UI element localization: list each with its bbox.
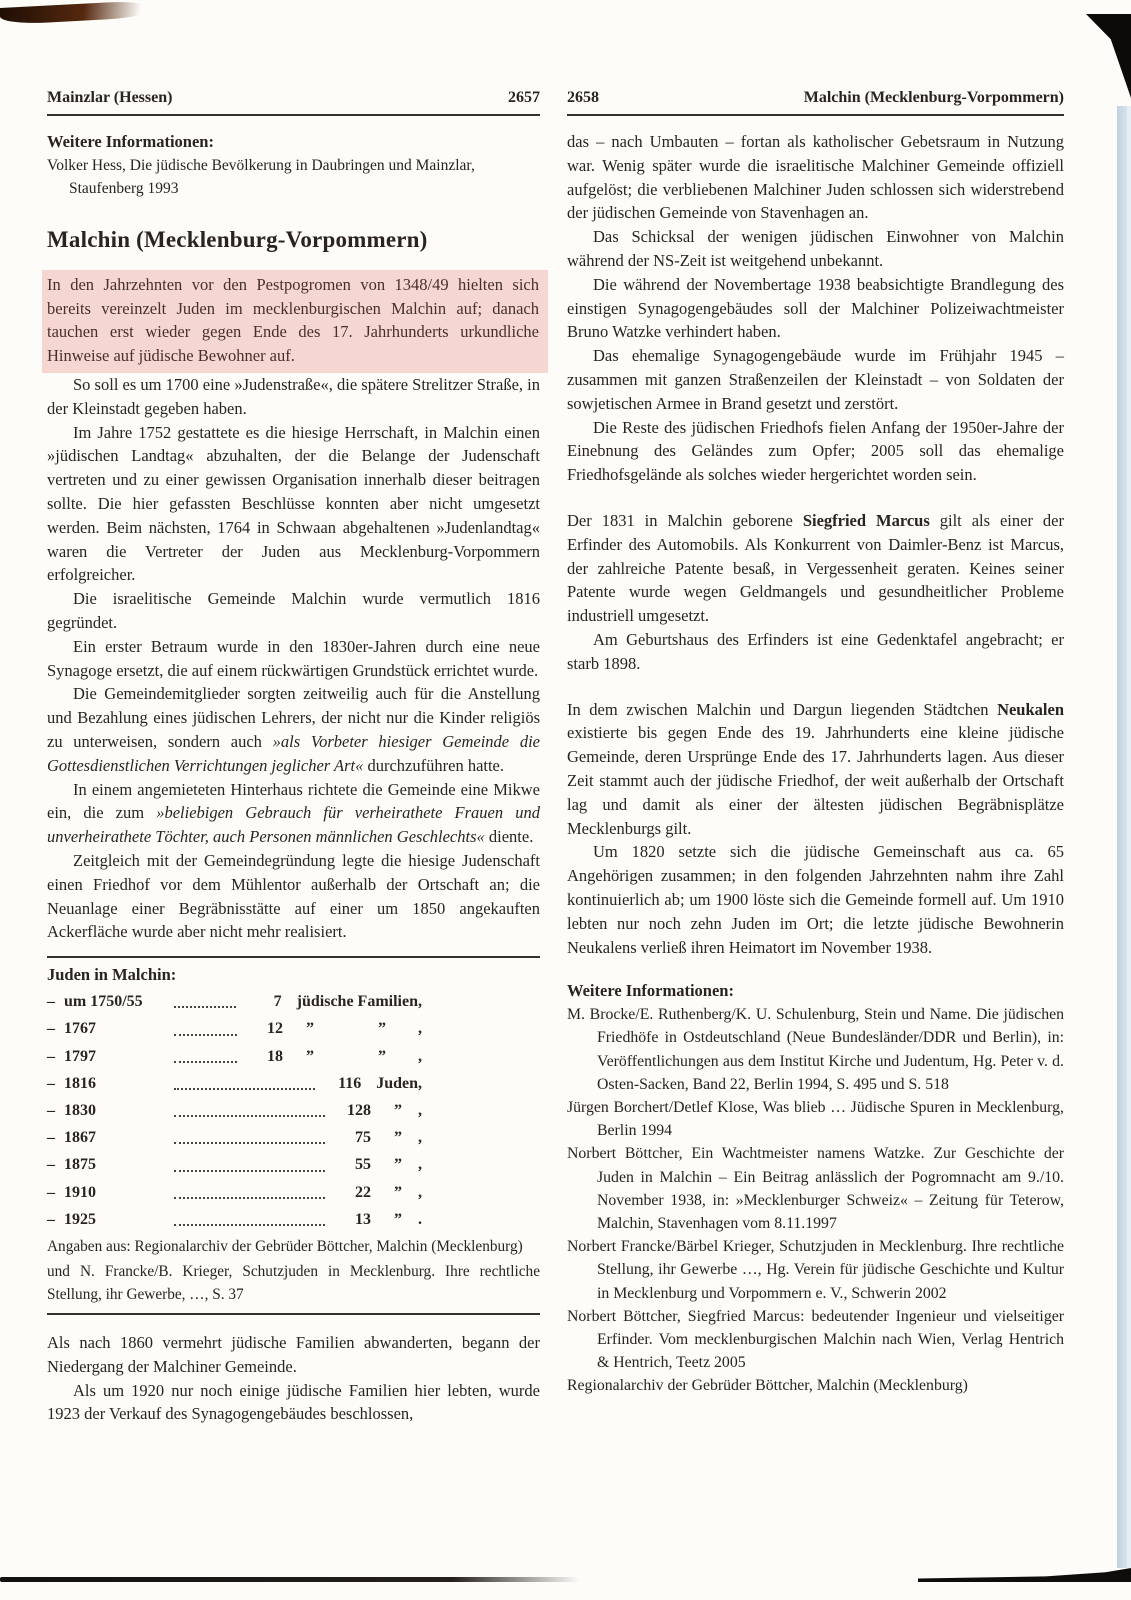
row-bullet: – — [47, 1020, 55, 1038]
bibliography-entry: Jürgen Borchert/Detlef Klose, Was blieb … Jüdische Spuren in Mecklenburg, Berlin 1994 — [567, 1098, 1064, 1140]
highlighted-passage: In den Jahrzehnten vor den Pestpogromen von 1348/49 hielten sich bereits vereinzelt Juden im mecklenburgischen Malchin auf; danach tauchen erst wieder gegen Ende des 17. Jahrhunderts urkundliche Hinweise auf jüdische Bewohner auf. — [42, 270, 548, 373]
running-head-title: Mainzlar (Hessen) — [47, 89, 173, 106]
dot-leader — [174, 1034, 237, 1036]
table-row — [47, 1043, 422, 1070]
row-value: 12 — [267, 1020, 283, 1038]
pen-mark-top-left — [0, 0, 152, 25]
book-edge-strip — [1117, 106, 1127, 1568]
row-year: 1816 — [64, 1074, 96, 1092]
row-unit: Juden, — [376, 1074, 422, 1092]
row-unit: ” , — [386, 1129, 422, 1147]
row-bullet: – — [47, 1101, 55, 1119]
paragraph: Ein erster Betraum wurde in den 1830er-Jahren durch eine neue Synagoge ersetzt, die auf einem rückwärtigen Grundstück errichtet wurde. — [47, 636, 540, 680]
bibliography — [567, 1003, 1064, 1397]
row-value: 22 — [355, 1183, 371, 1201]
left-column — [47, 130, 540, 1426]
row-unit: ” , — [386, 1183, 422, 1201]
paragraph: das – nach Umbauten – fortan als katholischer Gebetsraum in Nutzung war. Wenig später wurde die israelitische Malchiner Gemeinde offiziell aufgelöst; die verbliebenen Malchiner Juden schlossen sich widerstrebend der jüdischen Gemeinde von Stavenhagen an. — [567, 132, 1064, 223]
header-rule-right — [567, 114, 1064, 116]
row-value: 13 — [355, 1210, 371, 1228]
row-year: 1830 — [64, 1101, 96, 1119]
row-year: 1797 — [64, 1047, 96, 1065]
paragraph: Als nach 1860 vermehrt jüdische Familien abwanderten, begann der Niedergang der Malchiner Gemeinde. — [47, 1332, 540, 1376]
dot-leader — [174, 1088, 315, 1090]
bibliography-entry: Norbert Böttcher, Ein Wachtmeister namens Watzke. Zur Geschichte der Juden in Malchin – Ein Beitrag anlässlich der Pogromnacht am 9./10. November 1938, in: »Mecklenburger Schweiz« – Zeitung für Teterow, Malchin, Stavenhagen vom 8.11.1997 — [567, 1145, 1064, 1232]
reference-entry: Volker Hess, Die jüdische Bevölkerung in Daubringen und Mainzlar, Staufenberg 1993 — [47, 156, 475, 197]
row-value: 55 — [355, 1156, 371, 1174]
table-sources — [47, 1235, 540, 1306]
paragraph: Die während der Novembertage 1938 beabsichtigte Brandlegung des einstigen Synagogengebäudes soll der Malchiner Polizeiwachtmeister Bruno Watzke verhindert haben. — [567, 274, 1064, 342]
row-bullet: – — [47, 993, 55, 1011]
bibliography-entry: Norbert Francke/Bärbel Krieger, Schutzjuden in Mecklenburg. Ihre rechtliche Stellung, ihr Gewerbe …, Hg. Verein für jüdische Geschichte und Kultur in Mecklenburg und Vorpommern e. V., Schwerin 2002 — [567, 1238, 1064, 1302]
paragraph: Der 1831 in Malchin geborene Siegfried Marcus gilt als einer der Erfinder des Automobils. Als Konkurrent von Daimler-Benz ist Marcus, der zahlreiche Patente besaß, in Vergessenheit geraten. Keines seiner Patente wurde wegen Geldmangels und gesundheitlicher Probleme industriell umgesetzt. — [567, 510, 1064, 626]
row-unit: jüdische Familien, — [296, 993, 422, 1011]
bibliography-entry: Regionalarchiv der Gebrüder Böttcher, Malchin (Mecklenburg) — [567, 1377, 968, 1395]
row-year: 1767 — [64, 1020, 96, 1038]
dot-leader — [174, 1142, 325, 1144]
paragraph: So soll es um 1700 eine »Judenstraße«, die spätere Strelitzer Straße, in der Kleinstadt gegeben haben. — [47, 374, 540, 418]
article-heading: Malchin (Mecklenburg-Vorpommern) — [47, 226, 428, 252]
paragraph: In dem zwischen Malchin und Dargun liegenden Städtchen Neukalen existierte bis gegen Ende des 19. Jahrhunderts eine kleine jüdische Gemeinde, deren Ursprünge Ende des 17. Jahrhunderts lagen. Aus dieser Zeit stammt auch der jüdische Friedhof, der weit außerhalb der Ortschaft lag und damit als einer der ältesten jüdischen Begräbnisplätze Mecklenburgs gilt. — [567, 699, 1064, 838]
book-edge-strip-light — [1127, 106, 1131, 1568]
row-value: 7 — [273, 993, 282, 1011]
table-source: und N. Francke/B. Krieger, Schutzjuden in Mecklenburg. Ihre rechtliche Stellung, ihr Gewerbe, …, S. 37 — [47, 1262, 540, 1303]
table-row — [47, 1015, 422, 1042]
paragraph: Am Geburtshaus des Erfinders ist eine Gedenktafel angebracht; er starb 1898. — [567, 629, 1064, 673]
table-row — [47, 1151, 422, 1178]
table-row — [47, 1206, 422, 1233]
table-title: Juden in Malchin: — [47, 965, 177, 985]
row-value: 18 — [267, 1047, 283, 1065]
row-value: 75 — [355, 1129, 371, 1147]
row-value: 116 — [338, 1074, 362, 1092]
row-bullet: – — [47, 1074, 55, 1092]
bibliography-entry: Norbert Böttcher, Siegfried Marcus: bedeutender Ingenieur und vielseitiger Erfinder. Vom mecklenburgischen Malchin nach Wien, Verlag Hentrich & Hentrich, Teetz 2005 — [567, 1307, 1064, 1372]
row-bullet: – — [47, 1156, 55, 1174]
row-value: 128 — [347, 1101, 371, 1119]
table-row — [47, 1179, 422, 1206]
more-info-label: Weitere Informationen: — [47, 132, 214, 151]
row-year: 1867 — [64, 1129, 96, 1147]
row-unit: ” ” , — [298, 1020, 422, 1038]
row-year: 1910 — [64, 1183, 96, 1201]
dot-leader — [174, 1197, 325, 1199]
population-table — [47, 956, 540, 1315]
row-unit: ” . — [386, 1210, 422, 1228]
paragraph: Zeitgleich mit der Gemeindegründung legte die hiesige Judenschaft einen Friedhof vor dem Mühlentor außerhalb der Ortschaft an; die Neuanlage einer Begräbnisstätte auf einer um 1850 angekauften Ackerfläche wurde aber nicht mehr realisiert. — [47, 850, 540, 942]
table-row — [47, 1124, 422, 1151]
header-rule-left — [47, 114, 540, 116]
row-year: 1925 — [64, 1210, 96, 1228]
row-year: 1875 — [64, 1156, 96, 1174]
paragraph: Im Jahre 1752 gestattete es die hiesige Herrschaft, in Malchin einen »jüdischen Landtag« abzuhalten, der die Belange der Judenschaft vertreten und zu einer gewissen Organisation innerhalb dieser beitragen sollte. Die hier gefassten Beschlüsse konnten aber nicht umgesetzt werden. Beim nächsten, 1764 in Schwaan abgehaltenen »Judenlandtag« waren die Vertreter der Juden aus Mecklenburg-Vorpommern erfolgreicher. — [47, 422, 540, 585]
running-head-right — [567, 88, 1064, 108]
right-column — [567, 130, 1064, 1398]
dot-leader — [174, 1006, 236, 1008]
row-year: um 1750/55 — [64, 993, 143, 1011]
paragraph: Die Gemeindemitglieder sorgten zeitweilig auch für die Anstellung und Bezahlung eines jüdischen Lehrers, der nicht nur die Kinder religiös zu unterweisen, sondern auch »als Vorbeter hiesiger Gemeinde die Gottesdienstlichen Verrichtungen jeglicher Art« durchzuführen hatte. — [47, 684, 540, 775]
running-head-title: Malchin (Mecklenburg-Vorpommern) — [803, 89, 1064, 106]
paragraph: Die Reste des jüdischen Friedhofs fielen Anfang der 1950er-Jahre der Einebnung des Geländes zum Opfer; 2005 soll das ehemalige Friedhofsgelände als solches wieder hergerichtet worden sein. — [567, 417, 1064, 485]
dot-leader — [174, 1115, 325, 1117]
row-bullet: – — [47, 1210, 55, 1228]
table-row — [47, 1070, 422, 1097]
more-info-label: Weitere Informationen: — [567, 981, 734, 1001]
page-corner-shadow-icon — [1086, 14, 1131, 98]
row-unit: ” ” , — [298, 1047, 422, 1065]
scan-shadow-bottom-left — [0, 1577, 580, 1582]
scan-shadow-bottom-right — [918, 1568, 1131, 1582]
paragraph: Als um 1920 nur noch einige jüdische Familien hier lebten, wurde 1923 der Verkauf des Synagogengebäudes beschlossen, — [47, 1380, 540, 1424]
page-number: 2658 — [567, 89, 599, 106]
table-rule-top — [47, 956, 540, 958]
row-bullet: – — [47, 1183, 55, 1201]
page-number: 2657 — [508, 89, 540, 106]
table-rule-bottom — [47, 1313, 540, 1315]
table-row — [47, 988, 422, 1015]
table-source: Angaben aus: Regionalarchiv der Gebrüder Böttcher, Malchin (Mecklenburg) — [47, 1237, 523, 1255]
dot-leader — [174, 1224, 325, 1226]
row-unit: ” , — [386, 1101, 422, 1119]
row-bullet: – — [47, 1129, 55, 1147]
running-head-left — [47, 88, 540, 108]
row-unit: ” , — [386, 1156, 422, 1174]
dot-leader — [174, 1061, 237, 1063]
paragraph: Das ehemalige Synagogengebäude wurde im Frühjahr 1945 – zusammen mit ganzen Straßenzeilen der Kleinstadt – von Soldaten der sowjetischen Armee in Brand gesetzt und zerstört. — [567, 346, 1064, 413]
bibliography-entry: M. Brocke/E. Ruthenberg/K. U. Schulenburg, Stein und Name. Die jüdischen Friedhöfe in Ostdeutschland (Neue Bundesländer/DDR und Berlin), in: Veröffentlichungen aus dem Institut Kirche und Judentum, Hg. Peter v. d. Osten-Sacken, Band 22, Berlin 1994, S. 495 und S. 518 — [567, 1006, 1064, 1093]
paragraph: In einem angemieteten Hinterhaus richtete die Gemeinde eine Mikwe ein, die zum »beliebigen Gebrauch für verheirathete Frauen und unverheirathete Töchter, auch Personen männlichen Geschlechts« diente. — [47, 779, 540, 847]
paragraph: Das Schicksal der wenigen jüdischen Einwohner von Malchin während der NS-Zeit ist weitgehend unbekannt. — [567, 227, 1064, 270]
dot-leader — [174, 1170, 325, 1172]
row-bullet: – — [47, 1047, 55, 1065]
paragraph: Die israelitische Gemeinde Malchin wurde vermutlich 1816 gegründet. — [47, 589, 540, 632]
paragraph: Um 1820 setzte sich die jüdische Gemeinschaft aus ca. 65 Angehörigen zusammen; in den folgenden Jahrzehnten nahm ihre Zahl kontinuierlich ab; um 1900 löste sich die Gemeinde formell auf. Um 1910 lebten nur noch zehn Juden im Ort; die letzte jüdische Bewohnerin Neukalens verließ ihren Heimatort im November 1938. — [567, 842, 1064, 957]
table-row — [47, 1097, 422, 1124]
